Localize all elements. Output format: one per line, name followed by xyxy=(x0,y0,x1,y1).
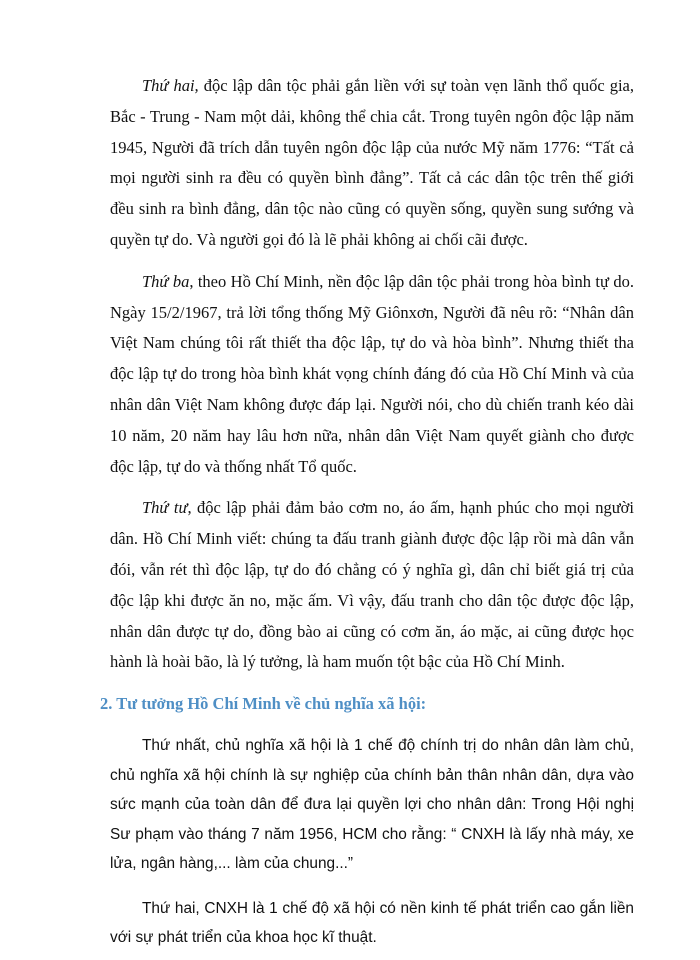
paragraph-lead: Thứ tư xyxy=(142,498,188,518)
paragraph-text: , độc lập phải đảm bảo cơm no, áo ấm, hạnh phúc cho mọi người dân. Hồ Chí Minh viết: chúng ta đấu tranh giành được độc lập rồi mà dân vẫn đói, vẫn rét thì độc lập, tự do đó chẳng có ý nghĩa gì, dân chỉ biết giá trị của độc lập khi được ăn no, mặc ấm. Vì vậy, đấu tranh cho dân tộc được độc lập, nhân dân được tự do, đồng bào ai cũng có cơm ăn, áo mặc, ai cũng được học hành là hoài bão, là lý tưởng, là ham muốn tột bậc của Hồ Chí Minh. xyxy=(110,498,634,672)
section-heading: 2. Tư tưởng Hồ Chí Minh về chủ nghĩa xã hội: xyxy=(100,694,427,714)
paragraph-thu-tu xyxy=(110,493,634,678)
paragraph-lead: Thứ ba xyxy=(142,271,190,291)
paragraph-lead: Thứ hai, xyxy=(142,76,199,95)
paragraph-thu-ba xyxy=(110,267,634,483)
paragraph-thu-hai xyxy=(110,71,634,256)
paragraph-text: độc lập dân tộc phải gắn liền với sự toàn vẹn lãnh thổ quốc gia, Bắc - Trung - Nam một dải, không thể chia cắt. Trong tuyên ngôn độc lập năm 1945, Người đã trích dẫn tuyên ngôn độc lập của nước Mỹ năm 1776: “Tất cả mọi người sinh ra đều có quyền bình đẳng”. Tất cả các dân tộc trên thế giới đều sinh ra bình đẳng, dân tộc nào cũng có quyền sống, quyền sung sướng và quyền tự do. Và người gọi đó là lẽ phải không ai chối cãi được. xyxy=(110,76,634,249)
section-paragraph: Thứ nhất, chủ nghĩa xã hội là 1 chế độ chính trị do nhân dân làm chủ, chủ nghĩa xã hội chính là sự nghiệp của chính bản thân nhân dân, dựa vào sức mạnh của toàn dân để đưa lại quyền lợi cho nhân dân: Trong Hội nghị Sư phạm vào tháng 7 năm 1956, HCM cho rằng: “ CNXH là lấy nhà máy, xe lửa, ngân hàng,... làm của chung...” xyxy=(110,737,634,873)
paragraph-text: , theo Hồ Chí Minh, nền độc lập dân tộc phải trong hòa bình tự do. Ngày 15/2/1967, trả lời tổng thống Mỹ Giônxơn, Người đã nêu rõ: “Nhân dân Việt Nam chúng tôi rất thiết tha độc lập, tự do và hòa bình”. Nhưng thiết tha độc lập tự do trong hòa bình khát vọng chính đáng đó của Hồ Chí Minh và của nhân dân Việt Nam không được đáp lại. Người nói, cho dù chiến tranh kéo dài 10 năm, 20 năm hay lâu hơn nữa, nhân dân Việt Nam quyết giành cho được độc lập, tự do và thống nhất Tổ quốc. xyxy=(110,271,634,476)
document-page xyxy=(100,71,634,953)
section-paragraph: Thứ hai, CNXH là 1 chế độ xã hội có nền kinh tế phát triển cao gắn liền với sự phát triển của khoa học kĩ thuật. xyxy=(110,899,634,947)
